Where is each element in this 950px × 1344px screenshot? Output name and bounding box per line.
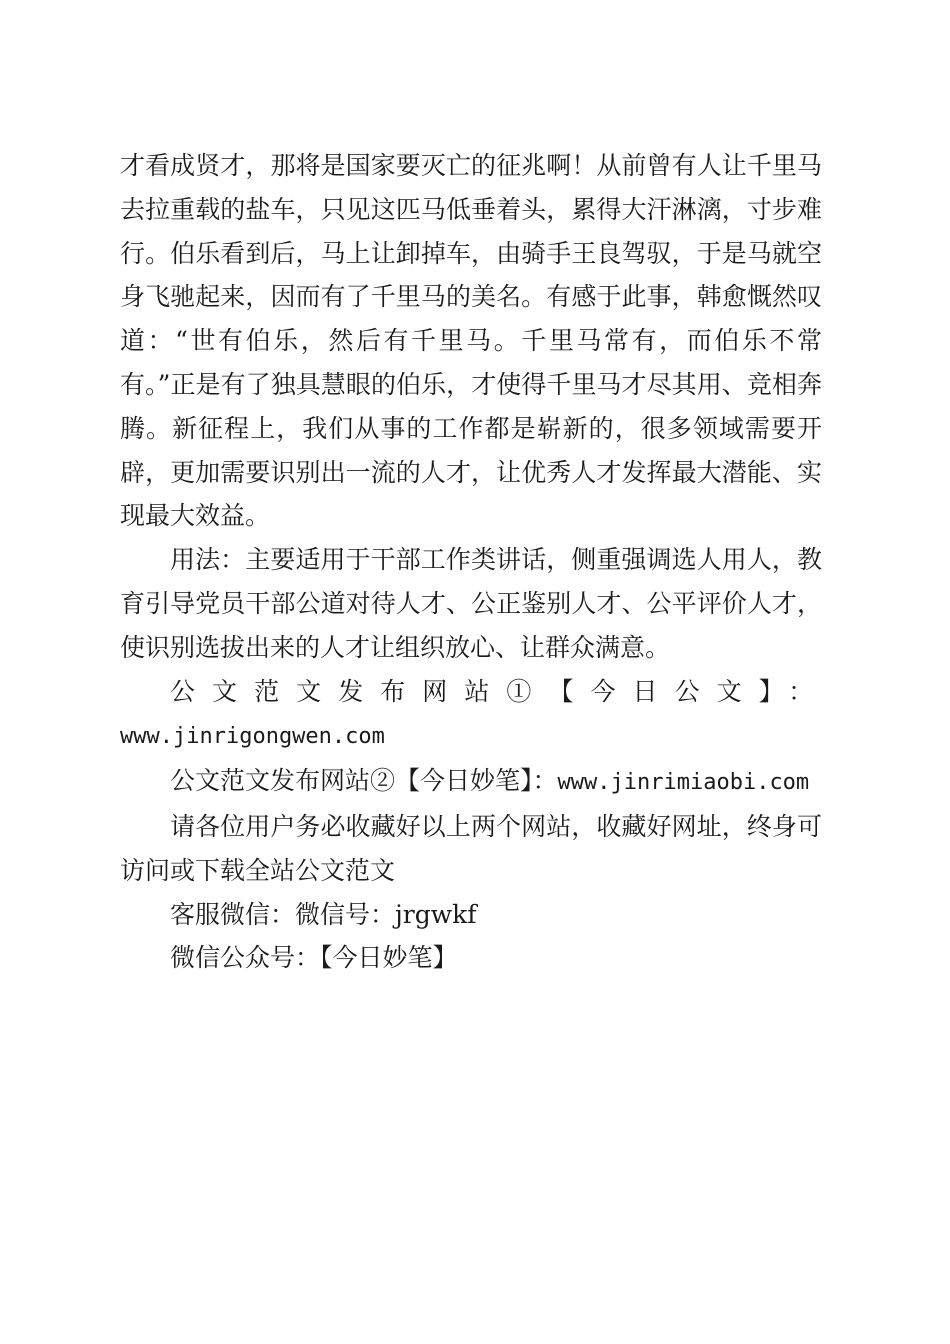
continued-paragraph: 才看成贤才，那将是国家要灭亡的征兆啊！从前曾有人让千里马去拉重载的盐车，只见这匹马低垂着头，累得大汗淋漓，寸步难行。伯乐看到后，马上让卸掉车，由骑手王良驾驭，于是马就空身飞驰起来，因而有了千里马的美名。有感于此事，韩愈慨然叹道：“世有伯乐，然后有千里马。千里马常有，而伯乐不常有。”正是有了独具慧眼的伯乐，才使得千里马才尽其用、竞相奔腾。新征程上，我们从事的工作都是崭新的，很多领域需要开辟，更加需要识别出一流的人才，让优秀人才发挥最大潜能、实现最大效益。: [120, 151, 822, 531]
document-body: [120, 144, 822, 980]
site2-line: [120, 759, 822, 805]
site1-url-line: [120, 713, 822, 759]
site2-label: 公文范文发布网站②【今日妙笔】：: [170, 766, 558, 796]
site2-url[interactable]: www.jinrimiaobi.com: [557, 770, 810, 796]
official-account: 微信公众号：【今日妙笔】: [170, 943, 458, 973]
site1-label: 公文范文发布网站①【今日公文】：: [170, 676, 822, 706]
site1-url[interactable]: www.jinrigongwen.com: [120, 724, 385, 750]
bookmark-notice: 请各位用户务必收藏好以上两个网站，收藏好网址，终身可访问或下载全站公文范文: [120, 811, 822, 885]
usage-paragraph: 用法：主要适用于干部工作类讲话，侧重强调选人用人，教育引导党员干部公道对待人才、公正鉴别人才、公平评价人才，使识别选拔出来的人才让组织放心、让群众满意。: [120, 545, 822, 662]
service-wechat: 客服微信：微信号：jrgwkf: [170, 899, 477, 929]
